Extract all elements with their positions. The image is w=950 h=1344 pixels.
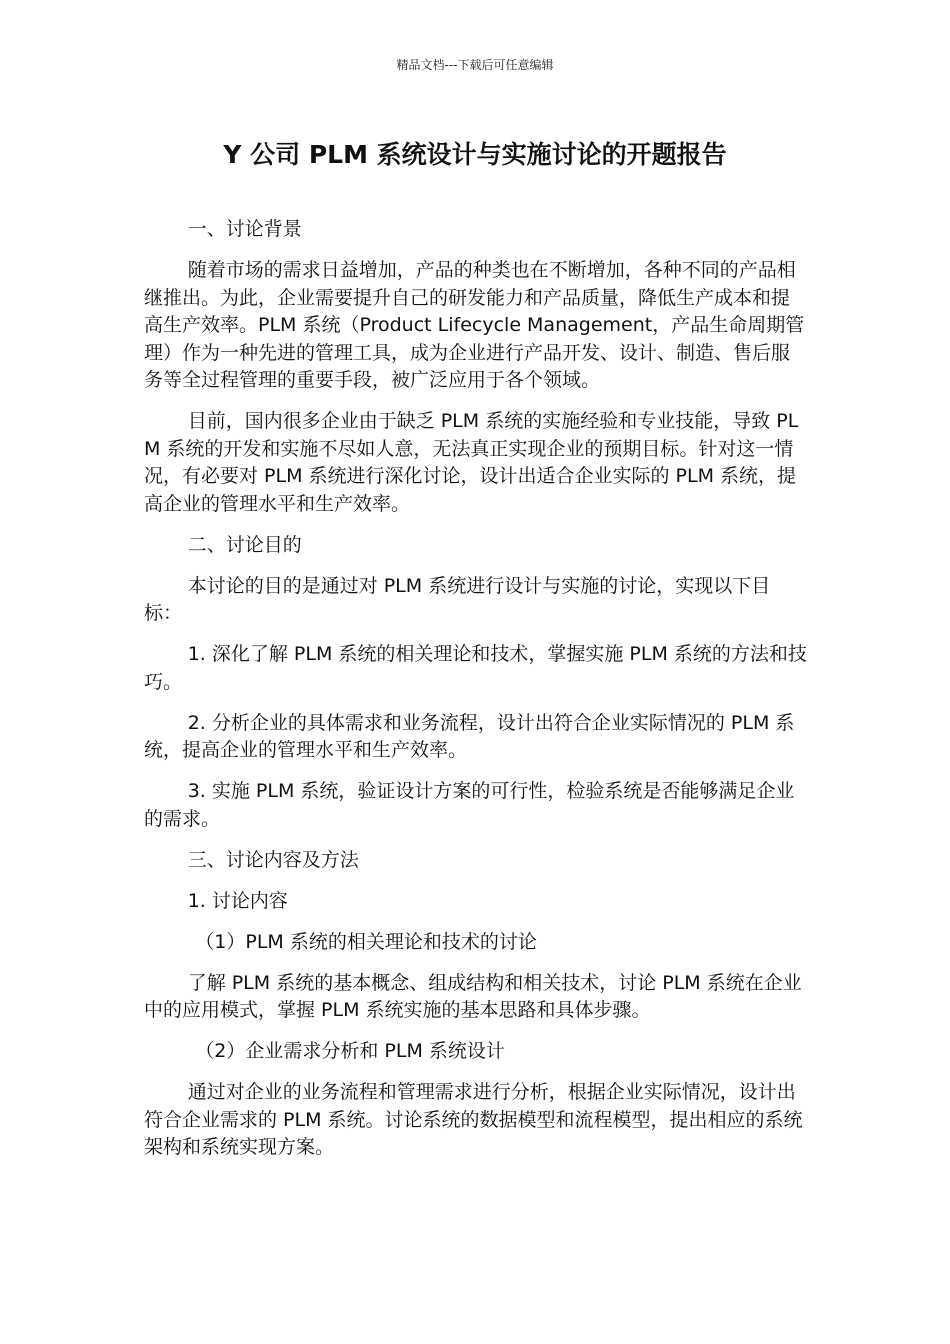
list-item-goal-3: 3. 实施 PLM 系统，验证设计方案的可行性，检验系统是否能够满足企业的需求。 xyxy=(144,780,795,830)
header-note: 精品文档---下载后可任意编辑 xyxy=(396,58,554,72)
item-heading-1: （1）PLM 系统的相关理论和技术的讨论 xyxy=(195,930,537,953)
document-title: Y 公司 PLM 系统设计与实施讨论的开题报告 xyxy=(223,140,727,169)
subsection-heading-content: 1. 讨论内容 xyxy=(187,889,288,912)
document-body xyxy=(144,216,808,1175)
paragraph-background-2: 目前，国内很多企业由于缺乏 PLM 系统的实施经验和专业技能，导致 PLM 系统的开发和实施不尽如人意，无法真正实现企业的预期目标。针对这一情况，有必要对 PLM 系统进行深化讨论，设计出适合企业实际的 PLM 系统，提高企业的管理水平和生产效率。 xyxy=(144,410,799,515)
paragraph-purpose-intro: 本讨论的目的是通过对 PLM 系统进行设计与实施的讨论，实现以下目标： xyxy=(144,574,771,624)
section-heading-background: 一、讨论背景 xyxy=(187,218,302,240)
paragraph-background-1: 随着市场的需求日益增加，产品的种类也在不断增加，各种不同的产品相继推出。为此，企业需要提升自己的研发能力和产品质量，降低生产成本和提高生产效率。PLM 系统（Product Lifecycle Management，产品生命周期管理）作为一种先进的管理工具，成为企业进行产品开发、设计、制造、售后服务等全过程管理的重要手段，被广泛应用于各个领域。 xyxy=(144,259,805,391)
list-item-goal-2: 2. 分析企业的具体需求和业务流程，设计出符合企业实际情况的 PLM 系统，提高企业的管理水平和生产效率。 xyxy=(144,711,795,761)
list-item-goal-1: 1. 深化了解 PLM 系统的相关理论和技术，掌握实施 PLM 系统的方法和技巧。 xyxy=(144,643,807,693)
section-heading-content: 三、讨论内容及方法 xyxy=(187,848,359,871)
paragraph-item-2: 通过对企业的业务流程和管理需求进行分析，根据企业实际情况，设计出符合企业需求的 PLM 系统。讨论系统的数据模型和流程模型，提出相应的系统架构和系统实现方案。 xyxy=(144,1081,803,1158)
paragraph-item-1: 了解 PLM 系统的基本概念、组成结构和相关技术，讨论 PLM 系统在企业中的应用模式，掌握 PLM 系统实施的基本思路和具体步骤。 xyxy=(144,971,802,1021)
item-heading-2: （2）企业需求分析和 PLM 系统设计 xyxy=(195,1040,505,1062)
section-heading-purpose: 二、讨论目的 xyxy=(187,533,302,556)
